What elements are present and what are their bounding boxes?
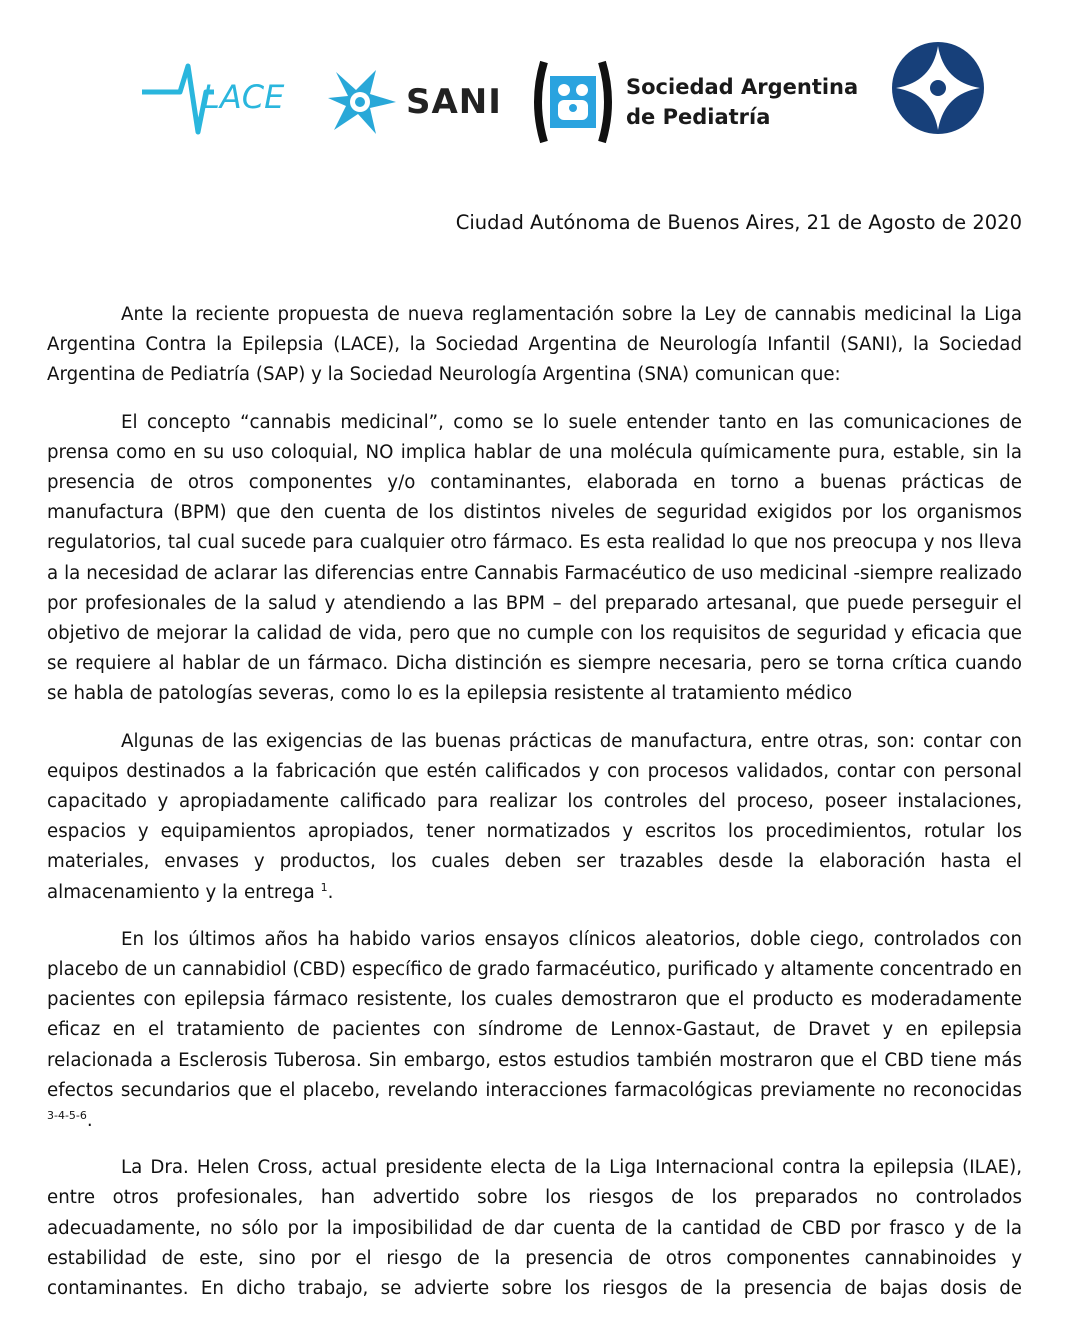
sna-logo [890, 40, 986, 136]
sap-family-icon [530, 58, 616, 146]
lace-logo-text: LACE [202, 78, 285, 116]
sani-star-icon [326, 68, 402, 136]
lace-pulse-icon [140, 62, 285, 138]
paragraph-2: El concepto “cannabis medicinal”, como se lo suele entender tanto en las comunicaciones de prensa como en su uso coloquial, NO implica hablar de una molécula químicamente pura, estable, sin la presencia de otros componentes y/o contaminantes, elaborada en torno a buenas prácticas de manufactura (BPM) que den cuenta de los distintos niveles de seguridad exigidos por los organismos regulatorios, tal cual sucede para cualquier otro fármaco. Es esta realidad lo que nos preocupa y nos lleva a la necesidad de aclarar las diferencias entre Cannabis Farmacéutico de uso medicinal -siempre realizado por profesionales de la salud y atendiendo a las BPM – del preparado artesanal, que puede perseguir el objetivo de mejorar la calidad de vida, pero que no cumple con los requisitos de seguridad y eficacia que se requiere al hablar de un fármaco. Dicha distinción es siempre necesaria, pero se torna crítica cuando se habla de patologías severas, como lo es la epilepsia resistente al tratamiento médico [47, 411, 1022, 705]
sap-logo-line-2: de Pediatría [626, 105, 771, 129]
footnote-ref: 3-4-5-6 [47, 1109, 87, 1123]
sap-logo [530, 58, 870, 146]
lace-logo [140, 62, 285, 138]
footnote-ref: 1 [320, 880, 328, 894]
sap-logo-line-1: Sociedad Argentina [626, 75, 859, 99]
paragraph-4: En los últimos años ha habido varios ensayos clínicos aleatorios, doble ciego, controlados con placebo de un cannabidiol (CBD) específico de grado farmacéutico, purificado y altamente concentrado en pacientes con epilepsia fármaco resistente, los cuales demostraron que el producto es moderadamente eficaz en el tratamiento de pacientes con síndrome de Lennox-Gastaut, de Dravet y en epilepsia relacionada a Esclerosis Tuberosa. Sin embargo, estos estudios también mostraron que el CBD tiene más efectos secundarios que el placebo, revelando interacciones farmacológicas previamente no reconocidas $^{3-4-5-6}$. [47, 928, 1022, 1132]
sani-logo [326, 68, 506, 136]
paragraph-5: La Dra. Helen Cross, actual presidente electa de la Liga Internacional contra la epilepsia (ILAE), entre otros profesionales, han advertido sobre los riesgos de los preparados no controlados adecuadamente, no sólo por la imposibilidad de dar cuenta de la cantidad de CBD por frasco y de la estabilidad de este, sino por el riesgo de la presencia de otros componentes cannabinoides y contaminantes. En dicho trabajo, se advierte sobre los riesgos de la presencia de bajas dosis de [47, 1157, 1022, 1300]
document-date: Ciudad Autónoma de Buenos Aires, 21 de Agosto de 2020 [455, 211, 1022, 234]
paragraph-3: Algunas de las exigencias de las buenas prácticas de manufactura, entre otras, son: contar con equipos destinados a la fabricación que estén calificados y con procesos validados, contar con personal capacitado y apropiadamente calificado para realizar los controles del proceso, poseer instalaciones, espacios y equipamientos apropiados, tener normatizados y escritos los procedimientos, rotular los materiales, envases y productos, los cuales deben ser trazables desde la elaboración hasta el almacenamiento y la entrega $^1$. [47, 730, 1022, 903]
sna-compass-icon [890, 40, 986, 136]
document-body [47, 300, 1022, 1304]
paragraph-1: Ante la reciente propuesta de nueva reglamentación sobre la Ley de cannabis medicinal la Liga Argentina Contra la Epilepsia (LACE), la Sociedad Argentina de Neurología Infantil (SANI), la Sociedad Argentina de Pediatría (SAP) y la Sociedad Neurología Argentina (SNA) comunican que: [47, 304, 1022, 386]
sap-logo-text [626, 72, 858, 132]
sani-logo-text: SANI [406, 82, 502, 122]
